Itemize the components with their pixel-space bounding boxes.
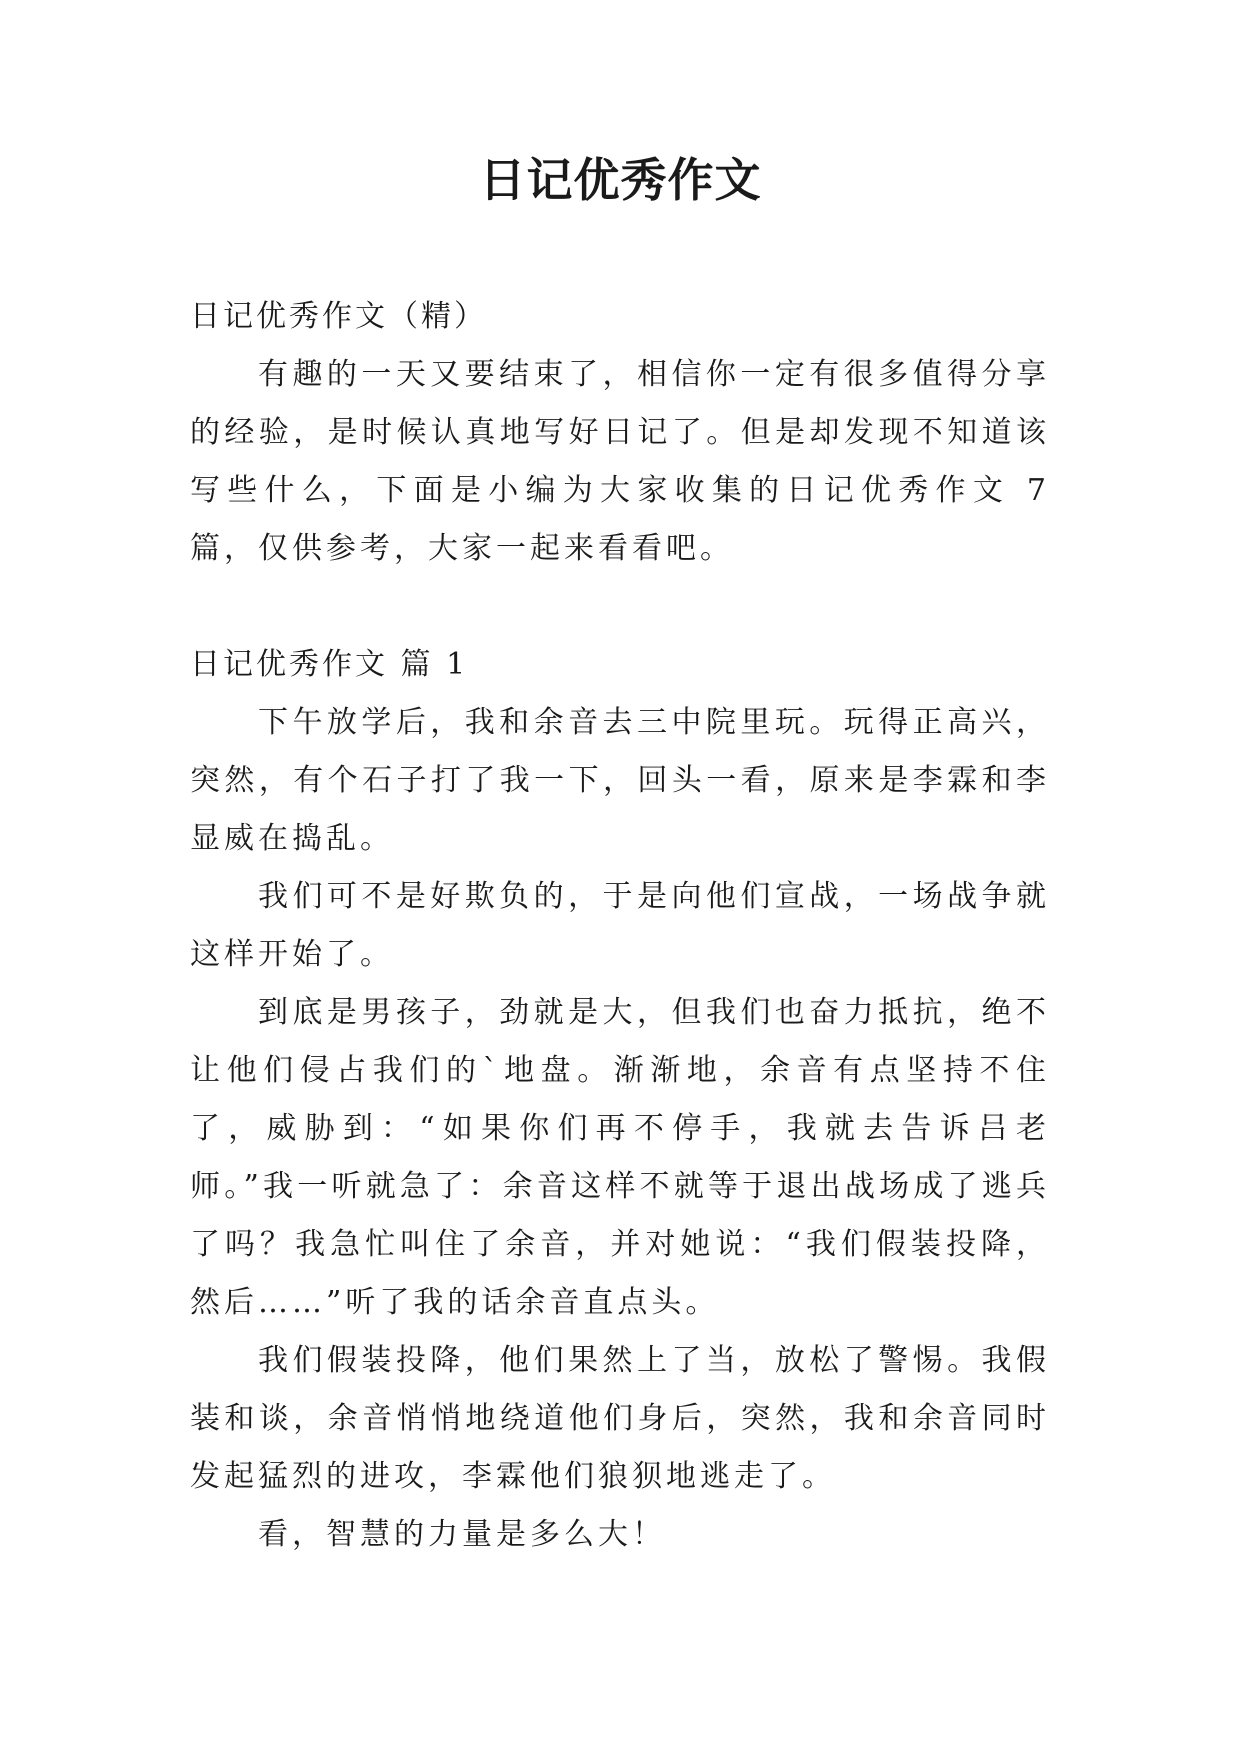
paragraph: 我们假装投降，他们果然上了当，放松了警惕。我假装和谈，余音悄悄地绕道他们身后，突然，我和余音同时发起猛烈的进攻，李霖他们狼狈地逃走了。 [190,1343,1050,1494]
section-spacer [190,578,1050,636]
intro-heading: 日记优秀作文（精） [190,299,487,334]
intro-paragraph: 有趣的一天又要结束了，相信你一定有很多值得分享的经验，是时候认真地写好日记了。但是却发现不知道该写些什么，下面是小编为大家收集的日记优秀作文 7 篇，仅供参考，大家一起来看看吧。 [190,357,1050,566]
section-heading-1: 日记优秀作文 篇 1 [190,647,469,682]
paragraph: 看，智慧的力量是多么大！ [258,1517,666,1552]
document-title: 日记优秀作文 [479,153,762,207]
paragraph: 到底是男孩子，劲就是大，但我们也奋力抵抗，绝不让他们侵占我们的`地盘。渐渐地，余音有点坚持不住了，威胁到：“如果你们再不停手，我就去告诉吕老师。”我一听就急了：余音这样不就等于退出战场成了逃兵了吗？我急忙叫住了余音，并对她说：“我们假装投降，然后……”听了我的话余音直点头。 [190,995,1050,1320]
document-body [190,288,1050,1564]
paragraph: 下午放学后，我和余音去三中院里玩。玩得正高兴，突然，有个石子打了我一下，回头一看，原来是李霖和李显威在捣乱。 [190,705,1050,856]
paragraph: 我们可不是好欺负的，于是向他们宣战，一场战争就这样开始了。 [190,879,1050,972]
